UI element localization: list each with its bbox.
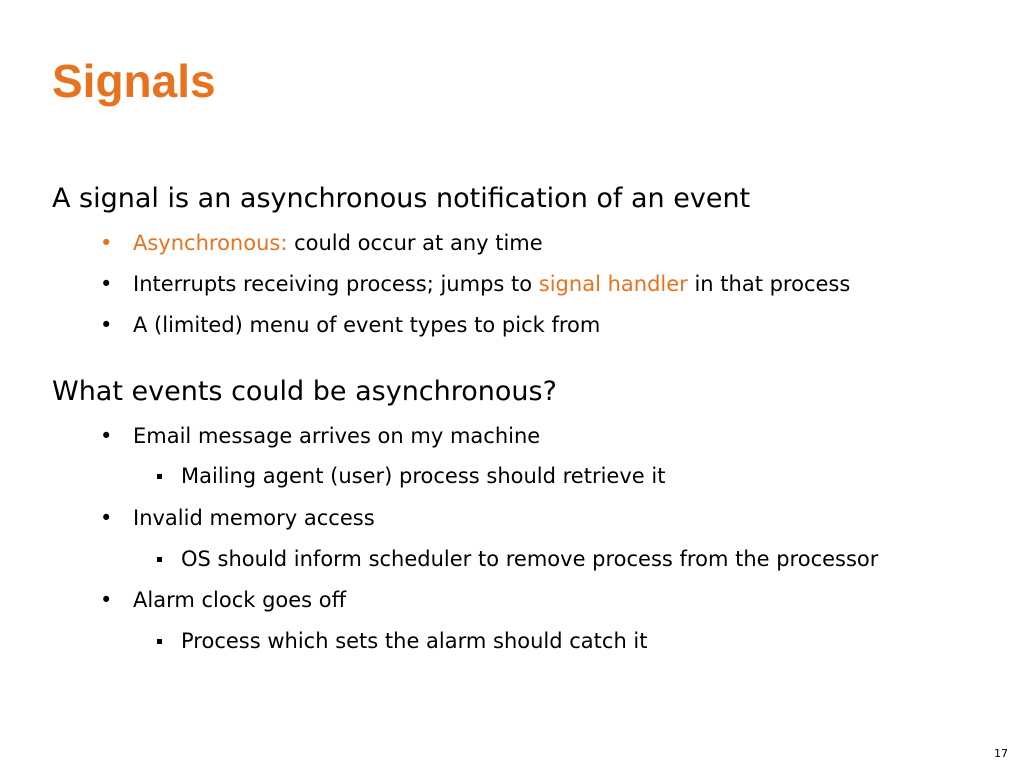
section2-heading: What events could be asynchronous? — [52, 376, 557, 407]
square-bullet-icon — [157, 474, 162, 479]
bullet-icon: • — [100, 506, 113, 530]
bullet-text: in that process — [687, 272, 851, 296]
bullet-email: Email message arrives on my machine — [133, 424, 541, 448]
square-bullet-icon — [157, 557, 162, 562]
page-number: 17 — [994, 747, 1008, 760]
square-bullet-icon — [157, 639, 162, 644]
bullet-icon: • — [100, 588, 113, 612]
bullet-menu: A (limited) menu of event types to pick from — [133, 313, 601, 337]
sub-bullet-alarm: Process which sets the alarm should catch it — [181, 629, 648, 653]
bullet-icon: • — [100, 313, 113, 337]
bullet-interrupts — [133, 274, 850, 295]
section1-heading: A signal is an asynchronous notification of an event — [52, 183, 751, 214]
bullet-alarm: Alarm clock goes off — [133, 588, 347, 612]
bullet-text: Interrupts receiving process; jumps to — [133, 272, 539, 296]
highlight-term: Asynchronous: — [133, 231, 288, 255]
highlight-term: signal handler — [538, 272, 688, 296]
bullet-memory: Invalid memory access — [133, 506, 375, 530]
bullet-asynchronous — [133, 233, 543, 254]
bullet-text: could occur at any time — [287, 231, 543, 255]
bullet-icon: • — [100, 231, 113, 255]
sub-bullet-email: Mailing agent (user) process should retrieve it — [181, 464, 666, 488]
bullet-icon: • — [100, 424, 113, 448]
slide-title: Signals — [52, 55, 216, 107]
sub-bullet-memory: OS should inform scheduler to remove process from the processor — [181, 547, 879, 571]
bullet-icon: • — [100, 272, 113, 296]
